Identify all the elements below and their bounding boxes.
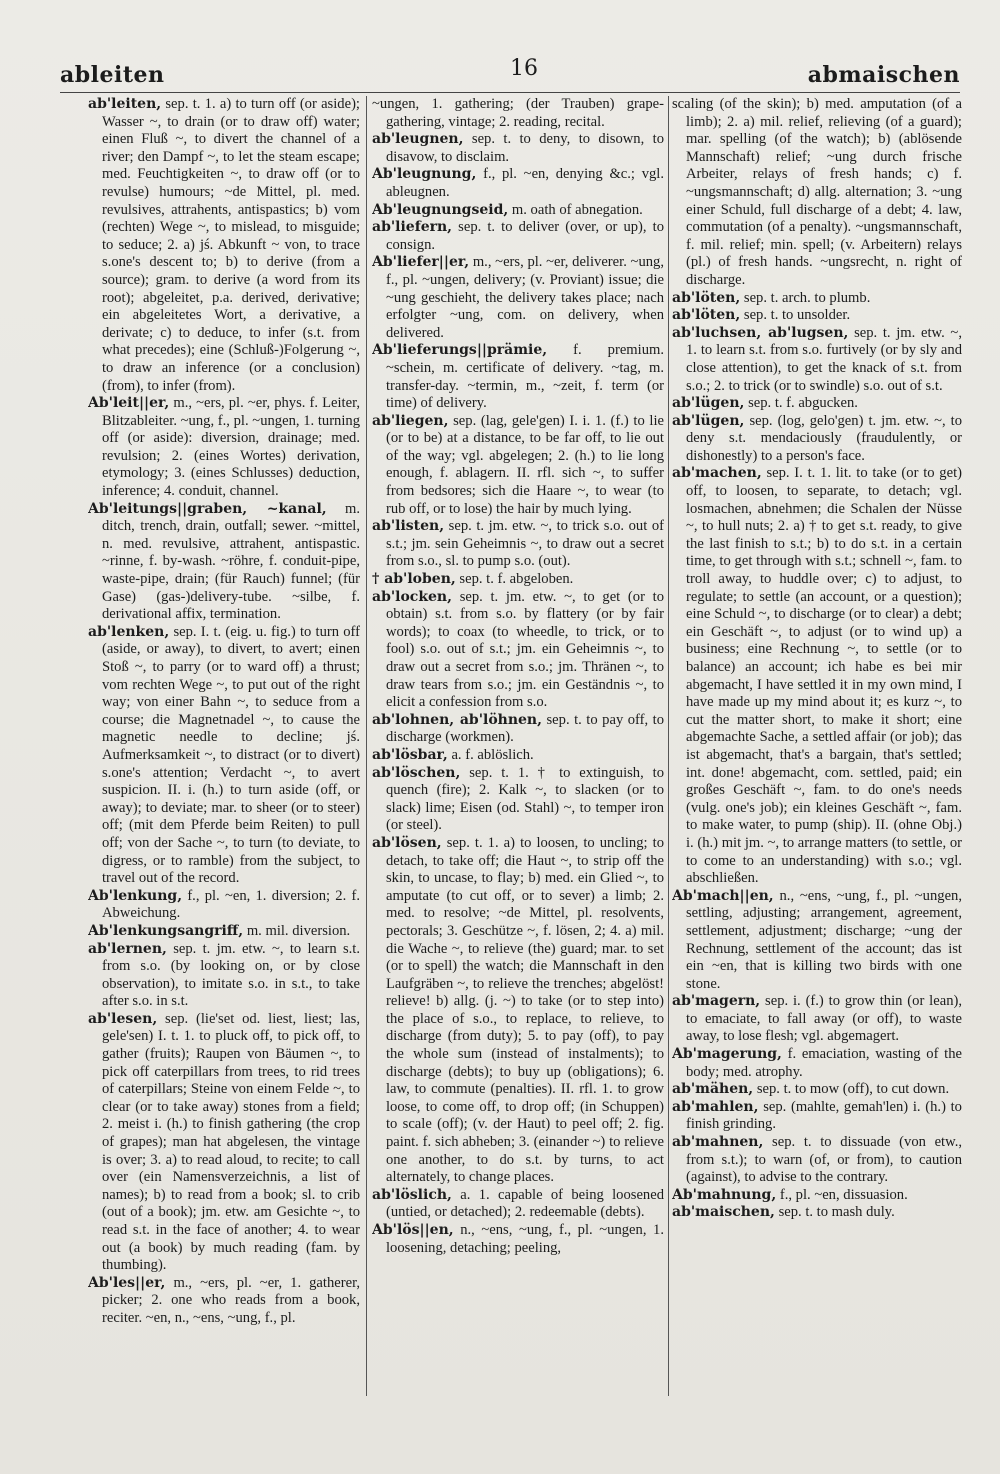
entry-definition: sep. t. 1. a) to loosen, to uncling; to detach, to take off; die Haut ~, to strip off the skin, to uncase, to flay; b) med. ein Glied ~, to amputate (to cut off, or to sever) a limb; 2. med. to resolve; ~de Mittel, pl. resolvents, pectorals; 3. Geschütze ~, f. lösen, 2; 4. a) mil. die Wache ~, to relieve (the) guard; mar. to set (or to spell) the watch; die Mannschaft in den Laufgräben ~, to relieve the trenches; abgelöst! relieve! b) allg. (j. ~) to take (or to step into) the place of s.o., to replace, to relieve, to discharge (from duty); 5. to pay (off), to pay the whole sum (instead of instalments); to discharge (debts); to buy up (obligations); 6. law, to commute (penalties). II. rfl. 1. to grow loose, to come off, to drop off; (in Schuppen) to scale (off); (v. der Haut) to peel off; 2. fig. paint. f. sich abheben; 3. (einander ~) to relieve one another, to do s.t. by turns, to act alternately, to change places. (386, 834, 664, 1186)
entry-definition: ~ungen, 1. gathering; (der Trauben) grape-gathering, vintage; 2. reading, recital. (372, 96, 664, 130)
entry-definition: m. ditch, trench, drain, outfall; sewer. ~mittel, n. med. revulsive, attrahent, antispastic. ~rinne, f. by-wash. ~röhre, f. conduit-pipe, waste-pipe, drain; (für Rauch) funnel; (für Gase) (gas-)delivery-tube. ~silbe, f. derivational affix, termination. (102, 500, 360, 623)
entry-definition: sep. t. f. abgeloben. (459, 571, 574, 588)
entry-headword: Ab'mahnung, (672, 1186, 777, 1203)
entry-definition: sep. (lie'set od. liest, liest; las, gele'sen) I. t. 1. to pluck off, to pick off, to gather (fruits); Raupen von Bäumen ~, to pick off caterpillars from trees, to rid trees of caterpillars; Steine von einem Felde ~, to clear (or to take away) stones from a field; 2. meist i. (h.) to finish gathering (the crop of grapes); man hat abgelesen, the vintage is over; 3. a) to read aloud, to recite; to call over (ein Namensverzeichnis, a list of names); b) to read from a book; sl. to crib (out of a book); jm. etw. am Gesichte ~, to read s.t. in the face of another; 4. to wear out (a book) by much reading (fam. by thumbing). (102, 1010, 360, 1274)
dictionary-entry (372, 834, 664, 1187)
dictionary-entry (672, 412, 962, 466)
entry-headword: ab'maischen, (672, 1204, 775, 1221)
entry-definition: a. f. ablöslich. (451, 746, 534, 763)
page-number: 16 (510, 56, 538, 81)
dictionary-entry (88, 940, 360, 1011)
dictionary-entry (672, 465, 962, 887)
entry-headword: ab'löten, (672, 289, 741, 306)
header-rule (60, 92, 960, 93)
entry-headword: ab'löslich, (372, 1186, 452, 1203)
entry-headword: Ab'magerung, (672, 1046, 782, 1063)
dictionary-entry (372, 1186, 664, 1222)
entry-definition: sep. (log, gelo'gen) t. jm. etw. ~, to deny s.t. mendaciously (fraudulently, or dishonestly) to a person's face. (686, 412, 962, 464)
entry-definition: a. 1. capable of being loosened (untied, or detached); 2. redeemable (debts). (386, 1186, 664, 1221)
dictionary-entry (88, 96, 360, 395)
entry-definition: sep. t. f. abgucken. (748, 395, 858, 412)
entry-headword: ab'leugnen, (372, 131, 464, 148)
entry-definition: scaling (of the skin); b) med. amputation (of a limb); 2. a) mil. relief, relieving (of a guard); mar. spelling (of the watch); b) (ablösende Mannschaft) relief; ~ung durch frische Arbeiter, relays of fresh hands; c) f. ~ungsmannschaft; d) allg. alternation; 3. ~ung einer Schuld, full discharge of a debt; 4. law, commutation (of a penalty). ~ungsmannschaft, f. mil. relief; min. spell; (v. Arbeitern) relays (pl.) of fresh hands. ~ungsrecht, n. right of discharge. (672, 96, 962, 288)
entry-headword: Ab'leitungs||graben, ~kanal, (88, 500, 327, 517)
dictionary-entry (88, 395, 360, 501)
entry-headword: ab'leiten, (88, 96, 162, 112)
column-divider (668, 96, 669, 1396)
entry-definition: sep. I. t. (eig. u. fig.) to turn off (aside, or away), to divert, to avert; einen Stoß ~, to parry (or to ward off) a thrust; vom rechten Wege ~, to put out of the right way; von einer Bahn ~, to seduce from a course; die Magnetnadel ~, to cause the magnetic needle to decline; jś. Aufmerksamkeit ~, to distract (or to divert) s.one's attention; Verdacht ~, to avert suspicion. II. i. (h.) to turn aside (off, or away); to deviate; mar. to sheer (or to steer) off; (mit dem Pferde beim Reiten) to pull off; von der Sache ~, to turn (to deviate, to digress, or to ramble) from the subject, to travel out of the record. (102, 623, 360, 887)
dictionary-entry (672, 289, 962, 308)
entry-definition: m., ~ers, pl. ~er, deliverer. ~ung, f., pl. ~ungen, delivery; (v. Proviant) issue; die ~ung geschieht, the delivery takes place; nach erfolgter ~ung, com. on delivery, when delivered. (386, 254, 664, 341)
entry-headword: Ab'leugnung, (372, 166, 477, 183)
entry-headword: ab'machen, (672, 465, 762, 482)
entry-headword: ab'lösen, (372, 834, 442, 851)
entry-headword: ab'lügen, (672, 412, 745, 429)
entry-headword: Ab'leit||er, (88, 395, 170, 412)
dictionary-entry (672, 1081, 962, 1099)
entry-definition: sep. t. to dissuade (von etw., from s.t.); to warn (of, or from), to caution (against), to advise to the contrary. (686, 1134, 962, 1186)
dictionary-entry (88, 1274, 360, 1328)
entry-definition: sep. t. jm. etw. ~, to learn s.t. from s.o. (by looking on, or by close observation), to imitate s.o. in s.t., to take after s.o. in s.t. (102, 940, 360, 1010)
entry-headword: ab'liegen, (372, 412, 449, 429)
dictionary-entry (372, 764, 664, 835)
dictionary-entry (672, 1134, 962, 1187)
entry-definition: n., ~ens, ~ung, f., pl. ~ungen, 1. loosening, detaching; peeling, (386, 1222, 664, 1256)
entry-definition: sep. t. jm. etw. ~, 1. to learn s.t. from s.o. furtively (or by sly and close attention), to get the knack of s.t. from s.o.; 2. to trick (or to swindle) s.o. out of s.t. (686, 324, 962, 394)
entry-definition: sep. t. jm. etw. ~, to trick s.o. out of s.t.; jm. sein Geheimnis ~, to draw out a secret from s.o., sl. to pump s.o. (out). (386, 518, 664, 570)
entry-definition: sep. t. to unsolder. (743, 307, 851, 324)
header-right-guide-word: abmaischen (807, 62, 960, 88)
page-header (60, 56, 960, 96)
dictionary-entry (88, 887, 360, 923)
entry-definition: m., ~ers, pl. ~er, phys. f. Leiter, Blitzableiter. ~ung, f., pl. ~ungen, 1. turning off (or aside): diversion, drainage; med. revulsion; 2. (eines Wortes) derivation, etymology; 3. (eines Schlusses) deduction, inference; 4. conduit, channel. (102, 395, 360, 500)
entry-definition: sep. i. (f.) to grow thin (or lean), to emaciate, to fall away (or off), to waste away, to lose flesh; vgl. abgemagert. (686, 993, 962, 1045)
entry-definition: m. mil. diversion. (246, 922, 351, 939)
column-divider (366, 96, 367, 1396)
entry-headword: ab'luchsen, ab'lugsen, (672, 324, 849, 341)
entry-headword: ab'mahnen, (672, 1134, 764, 1151)
dictionary-entry (372, 254, 664, 342)
entry-headword: ab'lesen, (88, 1010, 158, 1027)
dictionary-entry (372, 219, 664, 254)
entry-headword: Ab'lenkung, (88, 887, 183, 904)
entry-definition: sep. t. to mash duly. (778, 1204, 895, 1221)
entry-headword: Ab'lös||en, (372, 1222, 454, 1238)
entry-headword: ab'liefern, (372, 219, 453, 236)
column-1 (88, 96, 360, 1396)
entry-headword: Ab'leugnungseid, (372, 201, 509, 218)
column-2 (372, 96, 664, 1396)
dictionary-entry (372, 1222, 664, 1257)
entry-headword: Ab'liefer||er, (372, 254, 470, 271)
entry-headword: ab'lohnen, ab'löhnen, (372, 711, 542, 728)
entry-definition: sep. t. 1. a) to turn off (or aside); Wasser ~, to drain (or to draw off) water; einen Fluß ~, to divert the channel of a river; den Dampf ~, to let the steam escape; med. Feuchtigkeiten ~, to draw off (or to revulse) humours; ~de Mittel, pl. med. revulsives, attrahents, antispastics; b) vom (rechten) Wege ~, to mislead, to misguide; to seduce; 2. a) jś. Abkunft ~ von, to trace s.one's descent to; b) to derive (from a source); gram. to derive (a word from its root); abgeleitet, p.a. derived, derivative; ein abgeleitetes Wort, a derivative, a derivate; c) to deduce, to infer (s.t. from what precedes); eine (Schluß-)Folgerung ~, to draw an inference (or a conclusion) (from), to infer (from). (102, 96, 360, 394)
dictionary-entry (672, 1098, 962, 1134)
dictionary-entry (372, 518, 664, 571)
entry-headword: ab'lernen, (88, 940, 167, 957)
entry-headword: Ab'mach||en, (672, 887, 774, 904)
dictionary-entry (88, 1010, 360, 1275)
entry-definition: sep. (mahlte, gemah'len) i. (h.) to finish grinding. (686, 1098, 962, 1133)
dictionary-entry (672, 395, 962, 413)
entry-headword: ab'mähen, (672, 1081, 754, 1098)
entry-definition: sep. t. arch. to plumb. (743, 289, 871, 306)
dictionary-entry (672, 1186, 962, 1205)
column-3 (672, 96, 962, 1396)
dictionary-entry (672, 887, 962, 994)
entry-headword: † ab'loben, (372, 571, 456, 588)
entry-headword: Ab'lenkungsangriff, (88, 922, 244, 939)
entry-definition: sep. t. to mow (off), to cut down. (756, 1081, 950, 1098)
entry-definition: f., pl. ~en, denying &c.; vgl. ableugnen. (386, 166, 664, 200)
entry-definition: n., ~ens, ~ung, f., pl. ~ungen, settling, adjusting; arrangement, agreement, settlement, adjustment; discharge; ~ung der Rechnung, settlement of the account; das ist ein ~en, that is killing two birds with one stone. (686, 887, 962, 992)
dictionary-entry (672, 324, 962, 395)
entry-headword: ab'löten, (672, 307, 741, 324)
dictionary-entry (372, 96, 664, 131)
entry-definition: sep. I. t. 1. lit. to take (or to get) off, to loosen, to separate, to detach; vgl. losmachen, abnehmen; die Schalen der Nüsse ~, to hull nuts; 2. a) † to get s.t. ready, to give the last finish to s.t.; b) to do s.t. in a certain time, to get through with s.t.; schnell ~, fam. to troll away, to huddle over; c) to adjust, to regulate; to settle (an account, or a question); eine Schuld ~, to discharge (or to clear) a debt; ein Geschäft ~, to adjust (or to wind up) a business; eine Rechnung ~, to settle (or to balance) an account; ich habe es bei mir abgemacht, I have settled it in my own mind, I have made up my mind about it; es kurz ~, to cut the matter short, to make it short; eine abgemachte Sache, a settled affair (or job); das ist abgemacht, that's a bargain, that's settled; int. done! abgemacht, com. settled, paid; ein großes Geschäft ~, fam. to do one's needs (vulg. one's job); ein kleines Geschäft ~, fam. to make water, to pump (ship). II. (ohne Obj.) i. (h.) mit jm. ~, to arrange matters (to settle, or to come to an understanding) with s.o.; vgl. abschließen. (686, 465, 962, 887)
dictionary-entry (88, 922, 360, 941)
dictionary-entry (372, 571, 664, 589)
entry-headword: ab'lenken, (88, 623, 170, 640)
entry-headword: ab'lösbar, (372, 746, 448, 763)
entry-headword: ab'locken, (372, 588, 452, 605)
dictionary-entry (672, 1204, 962, 1222)
entry-definition: sep. (lag, gele'gen) I. i. 1. (f.) to lie (or to be) at a distance, to be far off, to lie out of the way; vgl. abgelegen; 2. (h.) to lie long enough, f. ablagern. II. rfl. sich ~, to suffer from bedsores; sich die Haare ~, to wear (to rub off, or to lose) the hair by much lying. (386, 412, 664, 517)
entry-definition: sep. t. to deliver (over, or up), to consign. (386, 219, 664, 253)
entry-definition: f. premium. ~schein, m. certificate of delivery. ~tag, m. transfer-day. ~termin, m., ~zeit, f. term (or time) of delivery. (386, 342, 664, 412)
dictionary-entry (372, 588, 664, 712)
entry-definition: f., pl. ~en, 1. diversion; 2. f. Abweichung. (102, 887, 360, 922)
entry-headword: Ab'les||er, (88, 1274, 166, 1291)
entry-definition: sep. t. to deny, to disown, to disavow, to disclaim. (386, 131, 664, 165)
dictionary-entry (372, 166, 664, 201)
dictionary-entry (88, 623, 360, 888)
entry-definition: m. oath of abnegation. (511, 201, 643, 218)
entry-definition: sep. t. to pay off, to discharge (workmen). (386, 711, 664, 746)
dictionary-entry (372, 342, 664, 412)
entry-definition: m., ~ers, pl. ~er, 1. gatherer, picker; 2. one who reads from a book, reciter. ~en, n., ~ens, ~ung, f., pl. (102, 1274, 360, 1326)
dictionary-entry (88, 500, 360, 624)
dictionary-entry (672, 307, 962, 325)
header-left-guide-word: ableiten (60, 62, 165, 88)
entry-definition: sep. t. 1. † to extinguish, to quench (fire); 2. Kalk ~, to slacken (or to slack) lime; Eisen (od. Stahl) ~, to temper iron (or steel). (386, 764, 664, 834)
dictionary-entry (372, 711, 664, 747)
entry-headword: ab'löschen, (372, 764, 461, 781)
dictionary-entry (372, 746, 664, 765)
entry-headword: ab'mahlen, (672, 1098, 759, 1115)
entry-definition: f., pl. ~en, dissuasion. (779, 1186, 908, 1203)
dictionary-entry (372, 131, 664, 166)
dictionary-entry (672, 1046, 962, 1081)
dictionary-entry (372, 201, 664, 220)
dictionary-entry (672, 993, 962, 1046)
entry-headword: ab'magern, (672, 993, 761, 1010)
entry-headword: Ab'lieferungs||prämie, (372, 342, 548, 359)
entry-headword: ab'lügen, (672, 395, 745, 412)
dictionary-entry (672, 96, 962, 290)
entry-definition: sep. t. jm. etw. ~, to get (or to obtain) s.t. from s.o. by flattery (or by fair words); to coax (to wheedle, to trick, or to fool) s.o. out of s.t.; jm. ein Geheimnis ~, to draw out a secret from s.o.; jm. Thränen ~, to draw tears from s.o.; jm. ein Geständnis ~, to elicit a confession from s.o. (386, 588, 664, 711)
dictionary-entry (372, 412, 664, 519)
entry-definition: f. emaciation, wasting of the body; med. atrophy. (686, 1046, 962, 1080)
entry-headword: ab'listen, (372, 518, 445, 535)
